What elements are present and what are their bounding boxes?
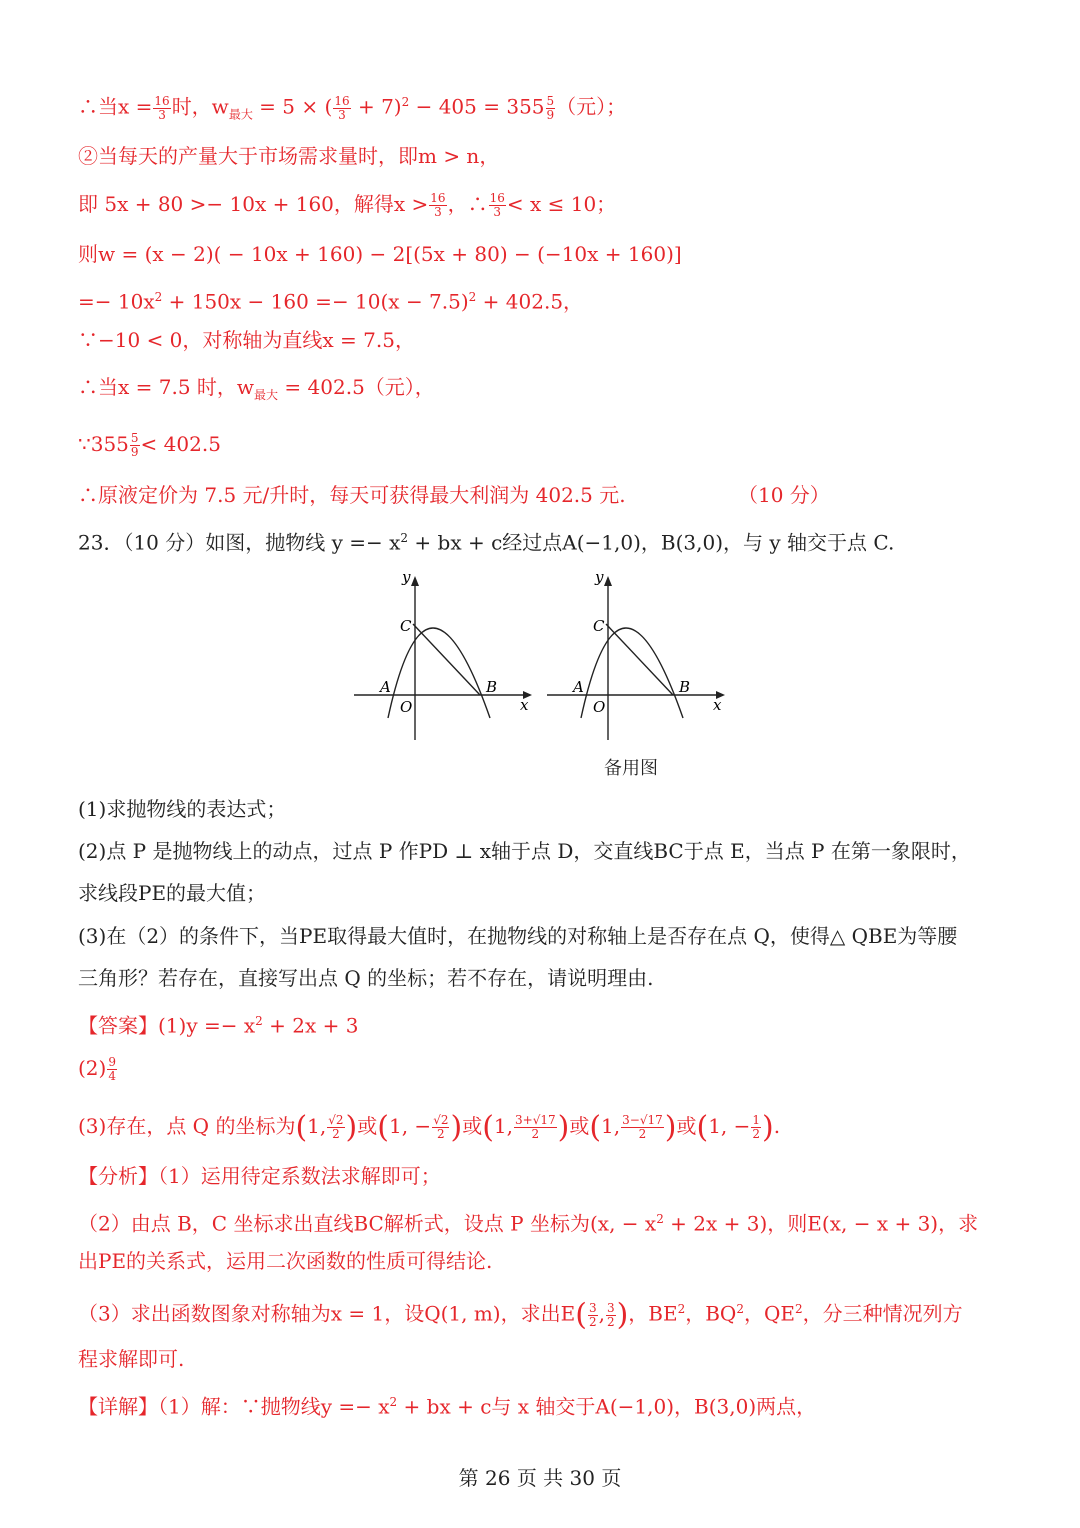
score-note: （10 分） [738, 483, 830, 507]
solution-line-4: 则w = (x − 2)( − 10x + 160) − 2[(5x + 80) − (−10x + 160)] [78, 242, 682, 266]
figure-caption: 备用图 [604, 758, 658, 779]
analysis-tag: 【分析】 [78, 1164, 158, 1188]
x-axis-label: x [520, 696, 529, 714]
point-a-label: A [573, 678, 584, 696]
solution-line-9: ∴原液定价为 7.5 元/升时，每天可获得最大利润为 402.5 元. [78, 483, 626, 507]
part-3: (3)在（2）的条件下，当PE取得最大值时，在抛物线的对称轴上是否存在点 Q，使得△ QBE为等腰 [78, 924, 958, 948]
part-1: (1)求抛物线的表达式； [78, 797, 287, 821]
analysis-1: 【分析】（1）运用待定系数法求解即可； [78, 1164, 441, 1188]
part-2-continued: 求线段PE的最大值； [78, 881, 267, 905]
origin-label: O [593, 698, 606, 716]
part-3-continued: 三角形？若存在，直接写出点 Q 的坐标；若不存在，请说明理由. [78, 966, 654, 990]
answer-2: (2) $\frac{9}{4}$ [78, 1055, 116, 1083]
point-c-label: C [400, 617, 412, 635]
detail-1: 【详解】（1）解：∵抛物线$y =- x^2$ + bx + c与 x 轴交于A(−1,0)，B(3,0)两点， [78, 1394, 817, 1419]
parabola-figure [352, 568, 538, 744]
solution-line-1: ∴当x = $\frac{16}{3}$ 时，$w_{最大} = 5$ × ( $\frac{16}{3}$ + 7)$^2$ − 405 = 355 $\frac{5}{9}$ （元）； [78, 93, 627, 122]
analysis-3-continued: 程求解即可. [78, 1347, 185, 1371]
analysis-2: （2）由点 B，C 坐标求出直线BC解析式，设点 P 坐标为(x, − $x^2 + 2x + 3$)，则E(x, − x + 3)，求 [78, 1211, 979, 1236]
point-a-label: A [380, 678, 391, 696]
detail-tag: 【详解】 [78, 1394, 158, 1419]
analysis-3: （3）求出函数图象对称轴为x = 1，设Q(1, m)，求出E( $\frac{3}{2}$ , $\frac{3}{2}$ )，$BE^2$，$BQ^2$，$QE^2$，分三种情况列方 [78, 1297, 963, 1333]
origin-label: O [400, 698, 413, 716]
analysis-2-continued: 出PE的关系式，运用二次函数的性质可得结论. [78, 1249, 493, 1273]
y-axis-label: y [402, 568, 411, 586]
y-axis-label: y [595, 568, 604, 586]
solution-line-5: =− $10x^2 + 150x - 160 =- 10(x - 7.5)^2 + 402.5$， [78, 289, 584, 314]
solution-line-8: ∵355 $\frac{5}{9}$ < 402.5 [78, 431, 221, 459]
spare-figure [545, 568, 731, 744]
x-axis-label: x [713, 696, 722, 714]
solution-line-3: 即 5x + 80 >− 10x + 160，解得x > $\frac{16}{3}$ ，∴ $\frac{16}{3}$ < x ≤ 10； [78, 191, 617, 219]
part-2: (2)点 P 是抛物线上的动点，过点 P 作PD ⊥ x轴于点 D，交直线BC于点 E，当点 P 在第一象限时， [78, 839, 971, 863]
answer-1: 【答案】$(1)y =- x^2 + 2x + 3$ [78, 1013, 359, 1038]
solution-line-6: ∵−10 < 0，对称轴为直线x = 7.5， [78, 328, 415, 352]
answer-3: (3)存在，点 Q 的坐标为(1, $\frac{√2}{2}$ )或(1, − $\frac{√2}{2}$ )或(1, $\frac{3+√17}{2}$ )或(1, $\frac{3-√17}{2}$ )或(1, − $\frac{1}{2}$ ). [78, 1110, 781, 1145]
question-23: 23．（10 分）如图，抛物线 $y =- x^2$ + bx + c经过点A(−1,0)，B(3,0)，与 y 轴交于点 C. [78, 530, 895, 555]
point-b-label: B [679, 678, 691, 696]
solution-line-7: ∴当x = 7.5 时，$w_{最大} = 402.5$（元）， [78, 375, 435, 402]
solution-line-2: ②当每天的产量大于市场需求量时，即m > n， [78, 144, 500, 168]
point-b-label: B [486, 678, 498, 696]
page-footer: 第 26 页 共 30 页 [458, 1466, 622, 1490]
answer-tag: 【答案】 [78, 1013, 158, 1038]
point-c-label: C [593, 617, 605, 635]
